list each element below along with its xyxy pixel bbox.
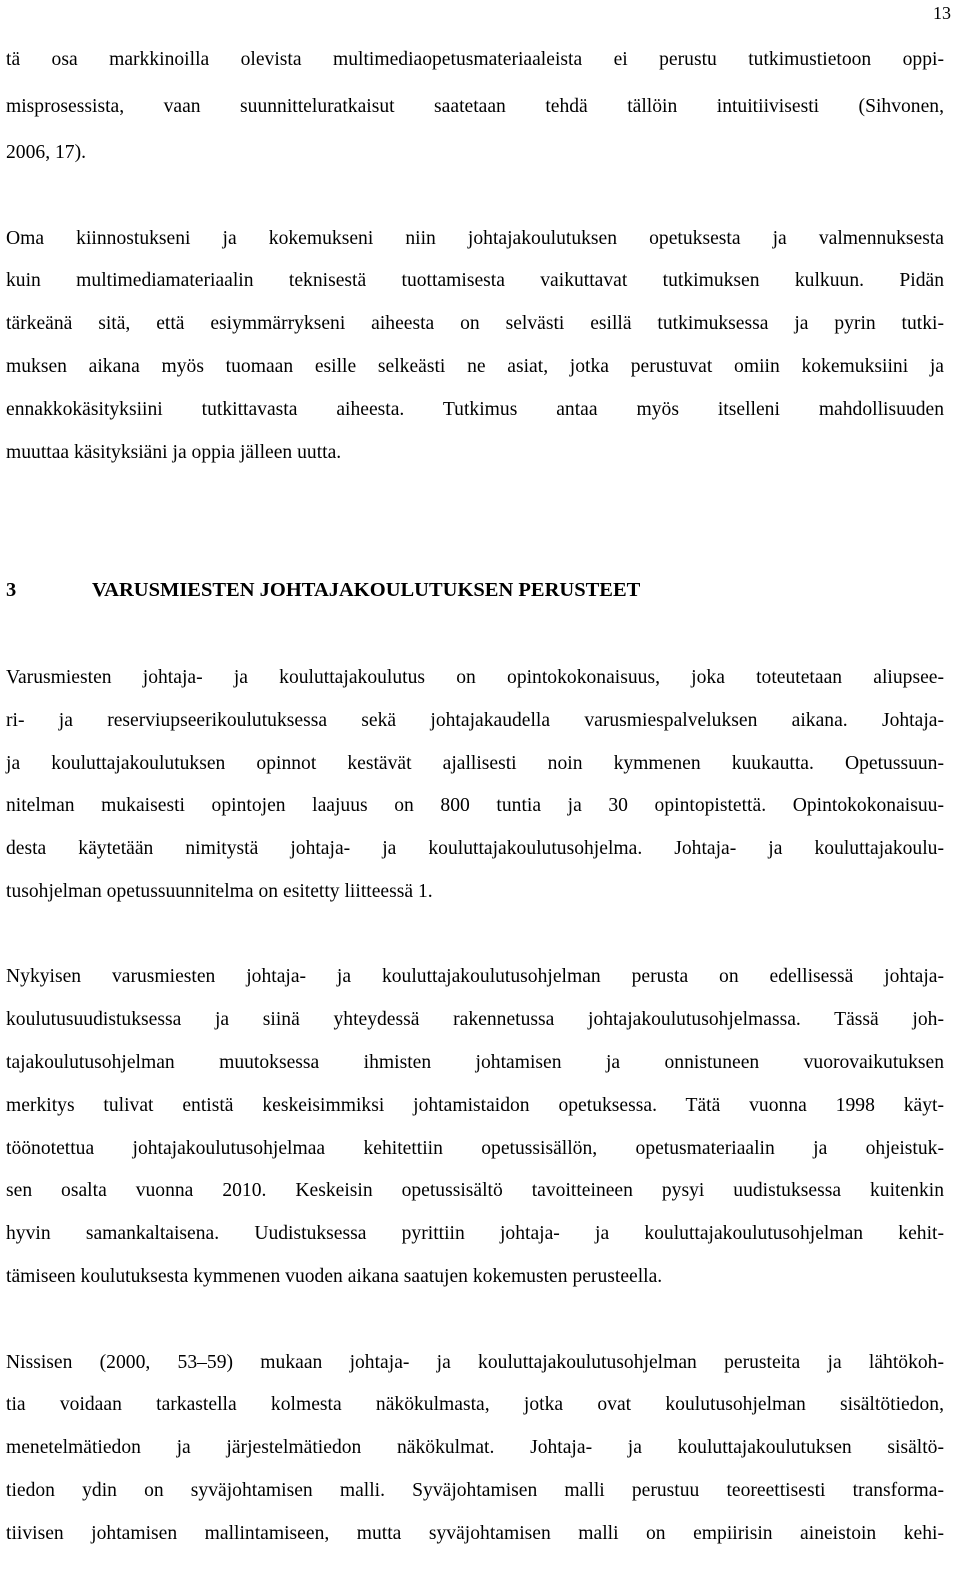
text-line: tämiseen koulutuksesta kymmenen vuoden aikana saatujen kokemusten perusteella. — [6, 1266, 663, 1287]
text-line: ri- ja reserviupseerikoulutuksessa sekä johtajakaudella varusmiespalveluksen aikana. Johtaja- — [6, 710, 944, 731]
text-line: kuin multimediamateriaalin teknisestä tuottamisesta vaikuttavat tutkimuksen kulkuun. Pidän — [6, 270, 944, 291]
text-line: Varusmiesten johtaja- ja kouluttajakoulutus on opintokokonaisuus, joka toteutetaan aliupsee- — [6, 667, 944, 688]
text-line: ja kouluttajakoulutuksen opinnot kestävät ajallisesti noin kymmenen kuukautta. Opetussuun- — [6, 753, 944, 774]
text-line: tärkeänä sitä, että esiymmärrykseni aiheesta on selvästi esillä tutkimuksessa ja pyrin tutki- — [6, 313, 944, 334]
text-line: Nissisen (2000, 53–59) mukaan johtaja- ja kouluttajakoulutusohjelman perusteita ja lähtökoh- — [6, 1352, 944, 1373]
text-line: desta käytetään nimitystä johtaja- ja kouluttajakoulutusohjelma. Johtaja- ja kouluttajakoulu- — [6, 838, 944, 859]
section-title: VARUSMIESTEN JOHTAJAKOULUTUKSEN PERUSTEET — [92, 579, 641, 601]
text-line: tiivisen johtamisen mallintamiseen, mutta syväjohtamisen malli on empiirisin aineistoin kehi- — [6, 1523, 944, 1544]
section-heading — [6, 577, 640, 603]
text-line: töönotettua johtajakoulutusohjelmaa kehitettiin opetussisällön, opetusmateriaalin ja ohjeistuk- — [6, 1138, 944, 1159]
text-line: ennakkokäsityksiini tutkittavasta aiheesta. Tutkimus antaa myös itselleni mahdollisuuden — [6, 399, 944, 420]
text-line: muksen aikana myös tuomaan esille selkeästi ne asiat, jotka perustuvat omiin kokemuksiini ja — [6, 356, 944, 377]
text-line: tä osa markkinoilla olevista multimediaopetusmateriaaleista ei perustu tutkimustietoon oppi- — [6, 49, 944, 70]
text-line: tusohjelman opetussuunnitelma on esitetty liitteessä 1. — [6, 881, 433, 902]
text-line: tiedon ydin on syväjohtamisen malli. Syväjohtamisen malli perustuu teoreettisesti transforma- — [6, 1480, 944, 1501]
text-line: koulutusuudistuksessa ja siinä yhteydessä rakennetussa johtajakoulutusohjelmassa. Tässä joh- — [6, 1009, 944, 1030]
text-line: muuttaa käsityksiäni ja oppia jälleen uutta. — [6, 442, 342, 463]
text-line: menetelmätiedon ja järjestelmätiedon näkökulmat. Johtaja- ja kouluttajakoulutuksen sisältö- — [6, 1437, 944, 1458]
text-line: tajakoulutusohjelman muutoksessa ihmisten johtamisen ja onnistuneen vuorovaikutuksen — [6, 1052, 944, 1073]
text-line: merkitys tulivat entistä keskeisimmiksi johtamistaidon opetuksessa. Tätä vuonna 1998 käyt- — [6, 1095, 944, 1116]
text-line: Nykyisen varusmiesten johtaja- ja kouluttajakoulutusohjelman perusta on edellisessä johtaja- — [6, 966, 944, 987]
text-line: Oma kiinnostukseni ja kokemukseni niin johtajakoulutuksen opetuksesta ja valmennuksesta — [6, 228, 944, 249]
text-line: sen osalta vuonna 2010. Keskeisin opetussisältö tavoitteineen pysyi uudistuksessa kuitenkin — [6, 1180, 944, 1201]
text-line: misprosessista, vaan suunnitteluratkaisut saatetaan tehdä tällöin intuitiivisesti (Sihvonen, — [6, 96, 944, 117]
text-line: tia voidaan tarkastella kolmesta näkökulmasta, jotka ovat koulutusohjelman sisältötiedon, — [6, 1394, 944, 1415]
text-line: nitelman mukaisesti opintojen laajuus on 800 tuntia ja 30 opintopistettä. Opintokokonaisuu- — [6, 795, 944, 816]
text-line: hyvin samankaltaisena. Uudistuksessa pyrittiin johtaja- ja kouluttajakoulutusohjelman kehit- — [6, 1223, 944, 1244]
page-number: 13 — [933, 3, 951, 23]
text-line: 2006, 17). — [6, 142, 87, 163]
section-number: 3 — [6, 579, 17, 601]
